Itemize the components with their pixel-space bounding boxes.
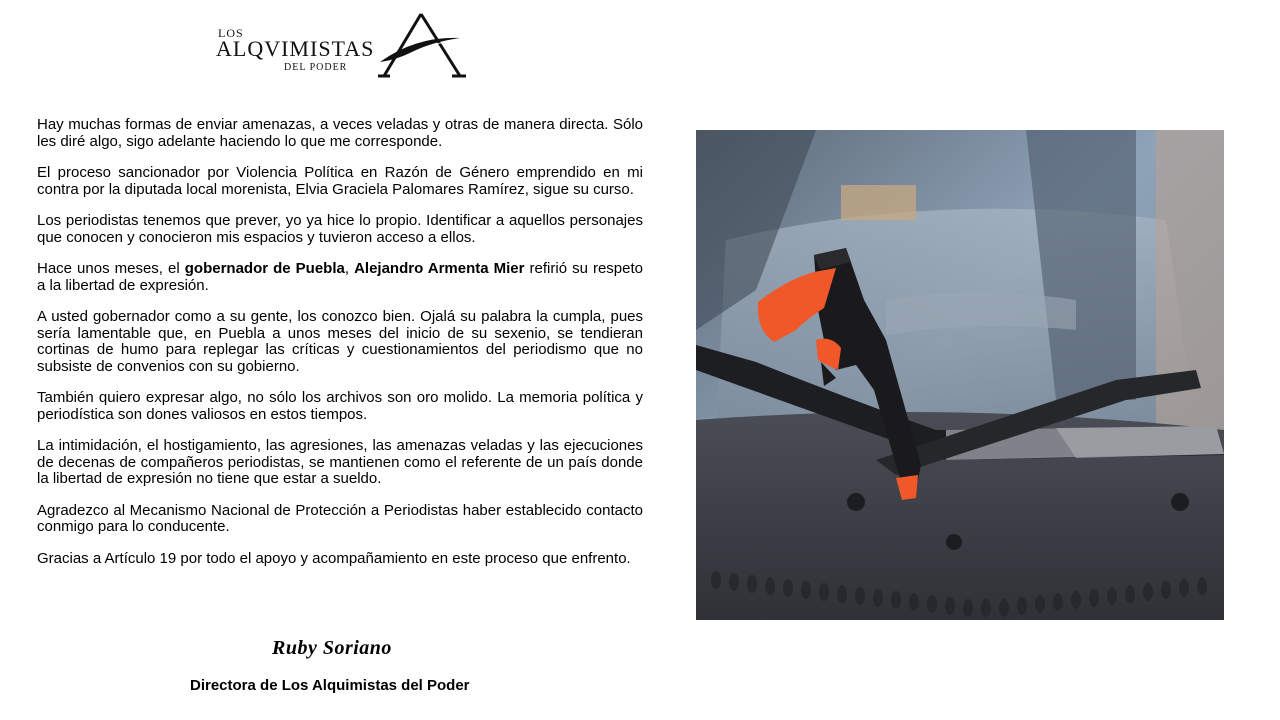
logo-los-text: LOS xyxy=(218,26,244,40)
article-paragraph: También quiero expresar algo, no sólo los archivos son oro molido. La memoria política y periodística son dones valiosos en estos tiempos. xyxy=(37,389,643,423)
paragraph-text: refirió su respeto a la libertad de expresión. xyxy=(37,260,643,294)
photo-illustration xyxy=(696,130,1224,620)
article-paragraph: El proceso sancionador por Violencia Política en Razón de Género emprendido en mi contra por la diputada local morenista, Elvia Graciela Palomares Ramírez, sigue su curso. xyxy=(37,164,643,198)
letter-a-logo-icon xyxy=(376,12,466,80)
author-signature: Ruby Soriano xyxy=(272,637,392,659)
article-paragraph: Hay muchas formas de enviar amenazas, a veces veladas y otras de manera directa. Sólo les diré algo, sigo adelante haciendo lo que me corresponde. xyxy=(37,116,643,150)
article-paragraph: Los periodistas tenemos que prever, yo ya hice lo propio. Identificar a aquellos personajes que conocen y conocieron mis espacios y tuvieron acceso a ellos. xyxy=(37,212,643,246)
paragraph-text: Hace unos meses, el xyxy=(37,260,185,277)
article-paragraph: Agradezco al Mecanismo Nacional de Protección a Periodistas haber establecido contacto conmigo para lo conducente. xyxy=(37,501,643,535)
bold-governor-title: gobernador de Puebla xyxy=(184,260,345,277)
article-paragraph: La intimidación, el hostigamiento, las agresiones, las amenazas veladas y las ejecuciones de decenas de compañeros periodistas, se mantienen como el referente de un país donde la libertad de expresión no tiene que estar a sueldo. xyxy=(37,437,643,487)
author-role: Directora de Los Alquimistas del Poder xyxy=(190,677,470,694)
article-body xyxy=(37,117,643,582)
article-paragraph xyxy=(37,261,643,294)
bold-governor-name: Alejandro Armenta Mier xyxy=(354,260,525,277)
article-paragraph: A usted gobernador como a su gente, los conozco bien. Ojalá su palabra la cumpla, pues sería lamentable que, en Puebla a unos meses del inicio de su sexenio, se tendieran cortinas de humo para replegar las críticas y cuestionamientos del periodismo que no subsiste de convenios con su gobierno. xyxy=(37,308,643,375)
toy-gun-on-windshield-photo xyxy=(696,130,1224,620)
logo-del-poder-text: DEL PODER xyxy=(284,62,348,73)
publication-logo xyxy=(216,12,466,82)
logo-alqvimistas-text: ALQVIMISTAS xyxy=(216,36,375,61)
article-paragraph: Gracias a Artículo 19 por todo el apoyo y acompañamiento en este proceso que enfrento. xyxy=(37,549,631,567)
paragraph-text: , xyxy=(344,260,355,277)
